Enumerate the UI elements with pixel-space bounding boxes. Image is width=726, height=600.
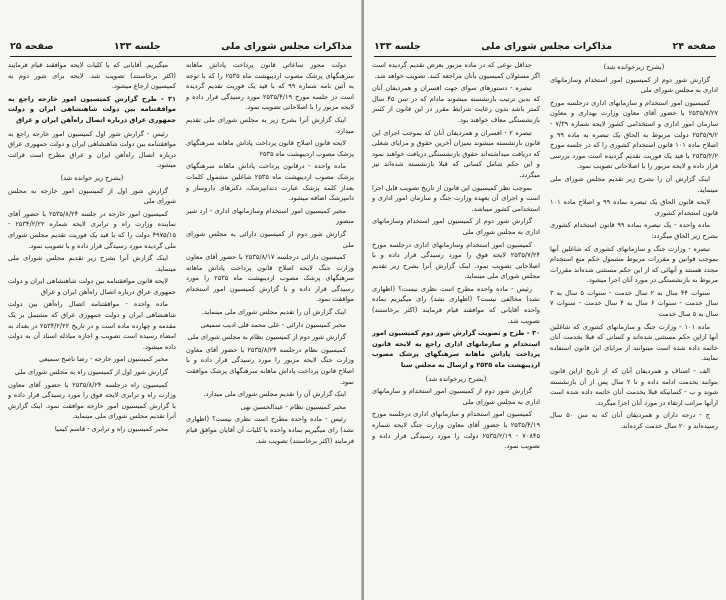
page-number: صفحه ۲۵	[10, 40, 54, 52]
paragraph: گزارش شور دوم از کمیسیون امور استخدام وسازمانهای اداری به مجلس شورای ملی	[550, 75, 718, 95]
paragraph: مخبر کمیسیون امور خارجه - رضا ناصح سمیعی	[39, 355, 168, 364]
paragraph: لایحه قانون موافقتنامه بین دولت شاهنشاهی ایران و دولت جمهوری عراق درباره اتصال راه‌آهن ایران و عراق	[8, 277, 176, 296]
paragraph: تبصره - دستورهای سوای جهت افسران و همردیفان آنان که بدین ترتیب بازنشسته میشوند مادام که در سن ۴۵ سال کمتر باشد بدون رعایت شرایط مقرر در این قانون از کسر بازنشستگی معاف خواهند بود.	[372, 84, 540, 124]
running-head-title: مذاکرات مجلس شورای ملی	[481, 40, 613, 52]
running-head	[374, 38, 716, 54]
column-left	[8, 60, 176, 594]
running-head-title: مذاکرات مجلس شورای ملی	[221, 40, 352, 52]
paragraph: اینک گزارش آن را بشرح زیر تقدیم مجلس شورای ملی مینماید.	[550, 174, 718, 194]
right-page	[364, 0, 726, 600]
paragraph: ماده واحده - موافقتنامه اتصال راه‌آهن بین دولت شاهنشاهی ایران و دولت جمهوری عراق که مشتمل بر یک مقدمه و چهارده ماده است و در تاریخ ۲۵۳۴/۲/۲۲ در بغداد به امضاء رسیده است تصویب و اجازه مبادله اسناد آن به دولت داده میشود.	[8, 300, 176, 351]
centered-note: (بشرح زیرخوانده شد)	[425, 374, 487, 383]
paragraph: الف - اصناف و همردیفان آنان که از تاریخ ازاین قانون بتوانند بخدمت ادامه داده و تا ۲ سال پس از آن بازنشسته شوند و ب - کسانیکه قبلا بخدمت آنان خاتمه داده شده است ازآنها مراتب ارتقاء در مورد آنان اجرا میگردد.	[550, 367, 718, 407]
paragraph: کمیسیون دارائی درجلسه ۲۵۳۵/۸/۱۷ با حضور آقای معاون وزارت جنگ لایحه اصلاح قانون پرداخت پاداش ماهانه سرهنگهای پزشک مصوب اردیبهشت ماه ۲۵۳۵ را مورد رسیدگی قرار داده و با گزارش کمیسیون امور استخدام موافقت نمود.	[186, 253, 354, 304]
paragraph: ج - درجه داران و همردیفان آنان که به سن ۵۰ سال رسیده‌اند و ۲۰ سال خدمت کرده‌اند.	[550, 411, 718, 430]
paragraph: گزارش شور دوم از کمیسیون امور استخدام وسازمانهای اداری به مجلس شورای ملی	[372, 217, 540, 236]
column-right	[550, 60, 718, 594]
paragraph: مخبر کمیسیون امور استخدام وسازمانهای اداری - ارد شیر منصور	[186, 206, 354, 226]
column-left	[372, 60, 540, 594]
left-page	[0, 0, 362, 600]
paragraph: سنوات ۴۴ سال به ۲ سال خدمت - سنوات ۵ سال به ۳ سال خدمت - سنوات ۶ سال به ۴ سال خدمت - سنوات ۷ سال به ۵ سال خدمت	[550, 288, 718, 319]
text-columns	[8, 60, 354, 594]
paragraph: رئیس - ماده واحده مطرح است نظری نیست؟ (اظهاری نشد) رای میگیریم بماده واحده با کلیات آن آقایان موافق قیام فرمایند (اکثر برخاستند) تصویب شد.	[186, 415, 354, 445]
paragraph: اینک گزارش آنرا بشرح زیر به مجلس شورای ملی تقدیم میدارد.	[186, 115, 354, 135]
paragraph: ماده واحده - درقانون پرداخت پاداش ماهانه سرهنگهای پزشک مصوب اردیبهشت ماه ۲۵۳۵ شاغلین مشمول کلمات بعداز کلمه پزشک عبارت دندانپزشک، دکترهای داروساز و دامپزشک اضافه میشود.	[186, 162, 354, 203]
paragraph: کمیسیون امور استخدام و سازمانهای اداری درجلسه مورخ ۲۵۳۵/۷/۲۷ با حضور آقای معاون وزارت بهداری و معاون سازمان امور اداری و استخدامی کشور لایحه شماره ۷/۳۹ - ۲۵۳۵/۹/۲ دولت مربوط به الحاق یک تبصره به ماده ۹۹ و اصلاح ماده ۱۰۱ قانون استخدام کشوری را که در جلسه مورخ ۲۵۳۵/۲/۲ با قید یک فوریت تقدیم گردیده است مورد بررسی قرار داده و لایحه مزبور را با اصلاحاتی تصویب نمود.	[550, 98, 718, 171]
text-columns	[372, 60, 718, 594]
centered-note: (بشرح زیر خوانده شد)	[60, 173, 124, 182]
paragraph: گزارش شور اول از کمیسیون امور خارجه به مجلس شورای ملی	[8, 186, 176, 206]
section-heading: ۳۱ - طرح گزارش کمیسیون امور خارجه راجع به موافقتنامه بین دولت شاهنشاهی ایران و دولت جمهوری عراق درباره اتصال راه‌آهن ایران و عراق	[8, 94, 176, 124]
paragraph: مخبر کمیسیون دارائی - علی محمد قلی ادیب سمیعی	[200, 320, 346, 329]
paragraph: اینک گزارش آنرا بشرح زیر تقدیم مجلس شورای ملی مینماید.	[8, 254, 176, 273]
paragraph: میگیریم. آقایانی که با کلیات لایحه موافقند قیام فرمایند (اکثر برخاستند) تصویب شد. لایحه برای شور دوم به کمیسیون ارجاع میشود.	[8, 61, 176, 91]
paragraph: کمیسیون امور استخدام و سازمانهای اداری درجلسه مورخ ۲۵۳۵/۴/۱۹ با حضور آقای معاون وزارت جنگ لایحه شماره ۷۰۸۴۵ - ۲۵۳۵/۲/۱۹ دولت را مورد رسیدگی قرار داده و تصویب نمود.	[372, 410, 540, 451]
paragraph: گزارش شور دوم از کمیسیون نظام به مجلس شورای ملی	[187, 333, 346, 342]
paragraph: بموجب نظر کمیسیون این قانون از تاریخ تصویب قابل اجرا است و اجرای آن بعهده وزارت جنگ و سازمان امور اداری و استخدامی کشور میباشد.	[372, 183, 540, 213]
paragraph: مخبر کمیسیون راه و ترابری - قاسم کیمیا	[54, 425, 168, 433]
header-rule	[374, 56, 716, 57]
paragraph: حداقل نوعی که در ماده مزبور بعرض تقدیم گردیده است اگر مسئولان کمیسیون بآنان مراجعه کنند. تصویب خواهد شد.	[372, 61, 540, 80]
page-number: صفحه ۲۴	[672, 40, 716, 52]
column-right	[186, 60, 354, 594]
paragraph: کمیسیون امور خارجه در جلسه ۲۵۳۵/۸/۲۴ با حضور آقای نماینده وزارت راه و ترابری لایحه شماره ۲۵۳۴/۲/۲۲ - ۴۹۷۵/۱۵ دولت را که با قید یک فوریت تقدیم مجلس شورای ملی گردیده مورد رسیدگی قرار داده و با تصویب نمود.	[8, 209, 176, 250]
session-number: جلسه ۱۳۳	[374, 40, 421, 52]
paragraph: لایحه قانون الحاق یک تبصره بماده ۹۹ و اصلاح ماده ۱۰۱ قانون استخدام کشوری	[550, 198, 718, 217]
running-head	[10, 38, 352, 54]
paragraph: ماده واحده - یک تبصره بماده ۹۹ قانون استخدام کشوری بشرح زیر الحاق میگردد:	[550, 221, 718, 240]
session-number: جلسه ۱۳۳	[113, 40, 161, 52]
paragraph: اینک گزارش آن را تقدیم مجلس شورای ملی مینماید.	[201, 308, 346, 317]
centered-note: (بشرح زیرخوانده شد)	[603, 63, 665, 71]
paragraph: گزارش شور دوم از کمیسیون امور استخدام و سازمانهای اداری به مجلس شورای ملی	[372, 387, 540, 406]
paragraph: مخبر کمیسیون نظام - عبدالحسین نهی	[240, 402, 346, 411]
paragraph: کمیسیون راه درجلسه ۲۵۳۵/۸/۲۴ با حضور آقای معاون وزارت راه و ترابری لایحه فوق را مورد رسیدگی قرار داده و با گزارش کمیسیون امور خارجه موافقت نمود. اینک گزارش آنرا تقدیم مجلس شورای ملی مینماید.	[8, 380, 176, 421]
paragraph: دولت مجوز ساعاتی قانون پرداخت پاداش ماهانه سرهنگهای پزشک مصوب اردیبهشت ماه ۲۵۳۵ را که با توجه به آئین نامه شماره ۹۹ که با قید یک فوریت تقدیم گردیده است در جلسه مورخ ۲۵۳۵/۴/۱۹ مورد رسیدگی قرار داده و لایحه مزبور را با اصلاحاتی تصویب نمود.	[186, 61, 354, 112]
paragraph: گزارش شور دوم از کمیسیون دارائی به مجلس شورای ملی	[186, 229, 354, 249]
paragraph: رئیس - گزارش شور اول کمیسیون امور خارجه راجع به موافقتنامه بین دولت شاهنشاهی ایران و دولت جمهوری عراق درباره اتصال راه‌آهن ایران و عراق مطرح است قرائت میشود.	[8, 129, 176, 170]
section-heading: ۳۰ - طرح و تصویب گزارش شور دوم کمیسیون امور استخدام و سازمانهای اداری راجع به لایحه قانون پرداخت پاداش ماهانه سرهنگهای پزشک مصوب اردیبهشت ماه ۲۵۳۵ و ارسال به مجلس سنا	[372, 329, 540, 370]
paragraph: اینک گزارش آن را تقدیم مجلس شورای ملی میدارد.	[203, 390, 346, 399]
paragraph: تبصره - وزارت جنگ و سازمانهای کشوری که شاغلین آنها بموجب قوانین و مقررات مربوط مشمول حکم منع استخدام مجدد هستند و آنهائی که از این حکم مستثنی شده‌اند مقررات مربوط به بازنشستگی در مورد آنان اجرا میشود.	[550, 244, 718, 285]
paragraph: لایحه قانون اصلاح قانون پرداخت پاداش ماهانه سرهنگهای پزشک مصوب اردیبهشت ماه ۲۵۳۵	[186, 139, 354, 158]
paragraph: ماده ۱۰۱ - وزارت جنگ و سازمانهای کشوری که شاغلین آنها ازاین حکم مستثنی شده‌اند و کسانی که قبلا بخدمت آنان خاتمه داده شده است میتوانند از مزایای این قانون استفاده نمایند.	[550, 322, 718, 363]
paragraph: کمیسیون نظام درجلسه ۲۵۳۵/۸/۲۴ با حضور آقای معاون وزارت جنگ لایحه مزبور را مورد رسیدگی قرار داده و با اصلاح قانون پرداخت پاداش ماهانه سرهنگهای پزشک موافقت نمود.	[186, 345, 354, 386]
header-rule	[10, 56, 352, 57]
paragraph: رئیس - ماده واحده مطرح است نظری نیست؟ (اظهاری نشد) مخالفی نیست؟ (اظهاری نشد) رای میگیریم بماده واحده آقایانی که موافقند قیام فرمایند (اکثر برخاستند) تصویب شد.	[372, 284, 540, 325]
paragraph: گزارش شور اول از کمیسیون راه به مجلس شورای ملی	[14, 368, 168, 377]
paragraph: کمیسیون امور استخدام وسازمانهای اداری درجلسه مورخ ۲۵۳۵/۷/۲۴ لایحه فوق را مورد رسیدگی قرار داده و با اصلاحاتی تصویب نمود. اینک گزارش آنرا بشرح زیر تقدیم مجلس شورای ملی مینماید.	[372, 240, 540, 281]
paragraph: تبصره ۲ - افسران و همردیفان آنان که بموجب اجرای این قانون بازنشسته میشوند بمیزان آخرین حقوق و مزایای شغلی که دریافت میداشته‌اند حقوق بازنشستگی دریافت خواهند نمود و این حکم شامل کسانی که قبلا بازنشسته شده‌اند نیز میگردد.	[372, 128, 540, 179]
